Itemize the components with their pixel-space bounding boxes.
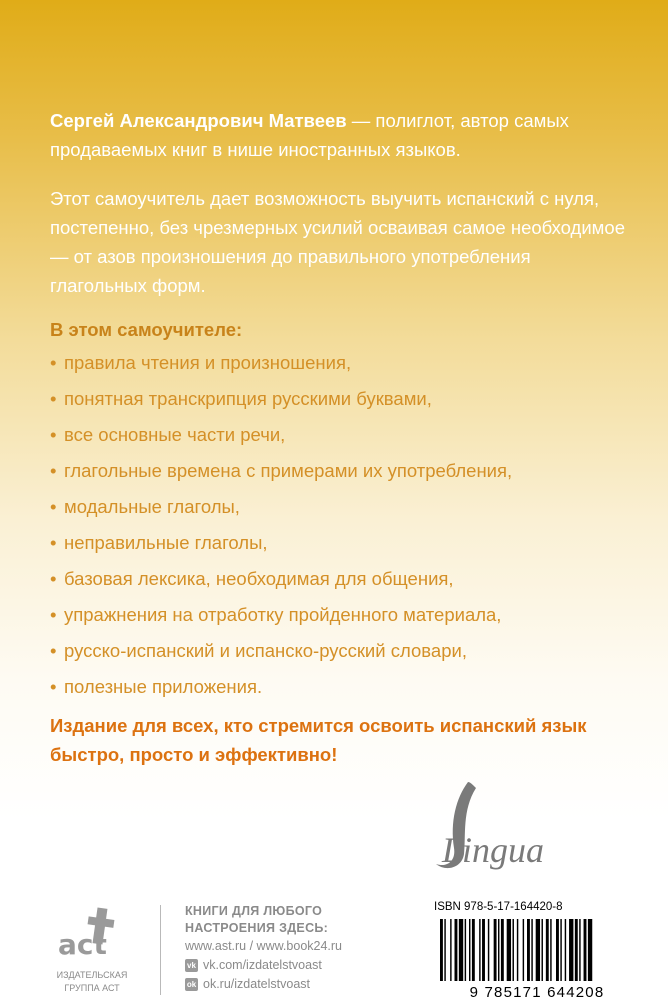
slogan: Издание для всех, кто стремится освоить испанский язык быстро, просто и эффективно! [50,715,587,765]
barcode-digits: 9 785171 644208 [469,984,605,1000]
barcode-bar [542,919,543,981]
barcode-bar [584,919,587,981]
features-list [50,346,512,706]
barcode-bar [455,919,458,981]
barcode-bar [569,919,573,981]
list-item: • базовая лексика, необходимая для общения, [50,562,512,598]
isbn-label: ISBN 978-5-17-164420-8 [434,901,563,913]
author-name: Сергей Александрович Матвеев [50,110,347,131]
ok-icon: ok [186,980,197,989]
barcode-bar [507,919,511,981]
barcode-bar [501,919,504,981]
barcode-bar [469,919,470,981]
list-item: • все основные части речи, [50,418,512,454]
lingua-logo-text: Lingua [442,830,545,870]
bullet-icon: • [50,604,57,625]
publisher-name-line2: ГРУППА АСТ [64,983,120,993]
isbn-barcode [426,917,648,1000]
list-item: • русско-испанский и испанско-русский словари, [50,634,512,670]
barcode-bar [565,919,566,981]
barcode-bar [575,919,578,981]
list-item: • упражнения на отработку пройденного материала, [50,598,512,634]
publisher-logo-text: act [58,928,107,961]
barcode-bar [588,919,592,981]
bullet-icon: • [50,388,57,409]
barcode-bar [536,919,540,981]
barcode-bar [498,919,499,981]
barcode-bar [556,919,559,981]
barcode-bar [560,919,561,981]
barcode-bar [472,919,475,981]
vk-link[interactable]: vk vk.com/izdatelstvoast [185,956,342,975]
barcode-bar [482,919,485,981]
vk-icon: vk [185,959,198,972]
barcode-bar [444,919,445,981]
contacts-heading-line1: КНИГИ ДЛЯ ЛЮБОГО [185,904,323,918]
barcode-bar [546,919,549,981]
barcode-bar [479,919,480,981]
barcode-bar [440,919,443,981]
contacts-heading-line2: НАСТРОЕНИЯ ЗДЕСЬ: [185,921,329,935]
list-item: • понятная транскрипция русскими буквами, [50,382,512,418]
list-item: • полезные приложения. [50,670,512,706]
lingua-series-logo [428,770,588,880]
bullet-icon: • [50,568,57,589]
barcode-bar [579,919,580,981]
list-item: • глагольные времена с примерами их употребления, [50,454,512,490]
isbn-block [426,899,648,1000]
barcode-bar [531,919,532,981]
features-title: В этом самоучителе: [50,319,243,340]
barcode-bars [440,919,592,981]
publisher-logo [46,906,138,996]
barcode-bar [513,919,514,981]
ok-link[interactable]: ok ok.ru/izdatelstvoast [186,977,310,991]
barcode-bar [494,919,497,981]
author-intro [50,106,630,164]
list-item: • неправильные глаголы, [50,526,512,562]
book-description: Этот самоучитель дает возможность выучить испанский с нуля, постепенно, без чрезмерных усилий осваивая самое необходимое — от азов произношения до правильного употребления глагольных форм. [50,188,625,296]
footer-divider [160,905,161,995]
barcode-bar [459,919,463,981]
publisher-contacts [185,903,342,994]
publisher-logo-shape-icon [88,916,115,928]
publisher-name-line1: ИЗДАТЕЛЬСКАЯ [56,970,128,980]
barcode-bar [517,919,518,981]
list-item: • правила чтения и произношения, [50,346,512,382]
barcode-bar [550,919,551,981]
bullet-icon: • [50,460,57,481]
bullet-icon: • [50,352,57,373]
barcode-bar [450,919,451,981]
bullet-icon: • [50,496,57,517]
bullet-icon: • [50,640,57,661]
list-item: • модальные глаголы, [50,490,512,526]
bullet-icon: • [50,424,57,445]
author-intro-rest: — полиглот, автор самых продаваемых книг в нише иностранных языков. [50,110,569,160]
barcode-bar [465,919,466,981]
bullet-icon: • [50,676,57,697]
barcode-bar [523,919,524,981]
websites-link[interactable]: www.ast.ru / www.book24.ru [185,939,343,953]
barcode-bar [488,919,489,981]
bullet-icon: • [50,532,57,553]
barcode-bar [527,919,530,981]
